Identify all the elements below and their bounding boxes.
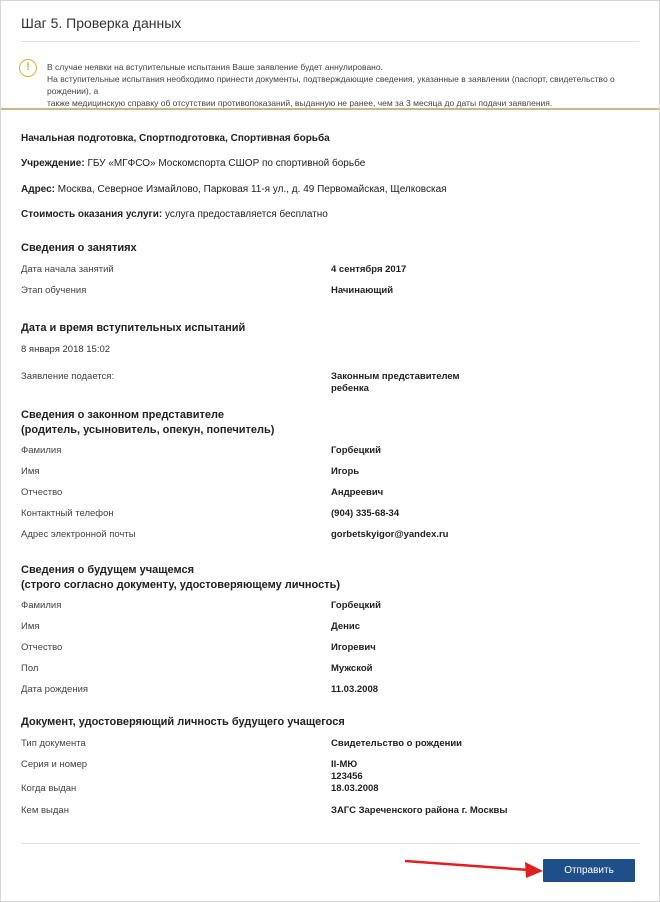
cost-label: Стоимость оказания услуги: [21,209,163,220]
red-arrow-icon [405,859,545,883]
institution-label: Учреждение: [21,158,85,169]
doc-issued-date-label: Когда выдан [21,783,77,794]
student-birth-value: 11.03.2008 [331,684,379,695]
start-date-label: Дата начала занятий [21,264,114,275]
rep-name-label: Имя [21,466,40,477]
stage-label: Этап обучения [21,285,87,296]
student-heading: Сведения о будущем учащемся (строго согласно документу, удостоверяющему личность) [21,564,341,591]
student-surname-value: Горбецкий [331,600,381,611]
bottom-divider [21,843,639,844]
student-name-value: Денис [331,621,361,632]
submitted-by-label: Заявление подается: [21,371,115,382]
student-surname-label: Фамилия [21,600,62,611]
submit-button[interactable]: Отправить [543,859,635,882]
student-birth-label: Дата рождения [21,684,89,695]
doc-series-label: Серия и номер [21,759,88,770]
exam-heading: Дата и время вступительных испытаний [21,322,246,334]
student-patronymic-label: Отчество [21,642,63,653]
institution-value: ГБУ «МГФСО» Москомспорта СШОР по спортивной борьбе [87,158,366,169]
rep-surname-label: Фамилия [21,445,62,456]
classes-heading: Сведения о занятиях [21,242,137,254]
rep-surname-value: Горбецкий [331,445,381,456]
cost-value: услуга предоставляется бесплатно [164,209,328,220]
address-line [21,184,447,195]
page-title: Шаг 5. Проверка данных [21,15,182,31]
document-heading: Документ, удостоверяющий личность будущего учащегося [21,716,345,728]
doc-type-value: Свидетельство о рождении [331,738,463,749]
rep-patronymic-label: Отчество [21,487,63,498]
address-value: Москва, Северное Измайлово, Парковая 11-я ул., д. 49 Первомайская, Щелковская [57,184,447,195]
address-label: Адрес: [21,184,55,195]
warning-icon: ! [19,59,37,77]
cost-line [21,209,328,220]
doc-series-value: II-МЮ 123456 18.03.2008 [331,759,379,794]
rep-phone-value: (904) 335-68-34 [331,508,400,519]
student-patronymic-value: Игоревич [331,642,376,653]
rep-phone-label: Контактный телефон [21,508,114,519]
rep-email-label: Адрес электронной почты [21,529,136,540]
notice-line-2: На вступительные испытания необходимо принести документы, подтверждающие сведения, указанные в заявлении (паспорт, свидетельство о рождении), а [47,74,615,96]
doc-type-label: Тип документа [21,738,86,749]
notice-line-3: также медицинскую справку об отсутствии противопоказаний, выданную не ранее, чем за 3 месяца до даты подачи заявления. [47,98,553,108]
doc-issued-by-label: Кем выдан [21,805,69,816]
notice-box [1,42,659,110]
exam-datetime: 8 января 2018 15:02 [21,344,111,355]
representative-heading: Сведения о законном представителе (родитель, усыновитель, опекун, попечитель) [21,409,275,436]
rep-email-value: gorbetskyigor@yandex.ru [331,529,449,540]
program-name: Начальная подготовка, Спортподготовка, Спортивная борьба [21,133,330,144]
institution-line [21,158,365,169]
notice-text [47,61,647,109]
notice-line-1: В случае неявки на вступительные испытания Ваше заявление будет аннулировано. [47,62,383,72]
student-gender-label: Пол [21,663,39,674]
student-name-label: Имя [21,621,40,632]
rep-patronymic-value: Андреевич [331,487,384,498]
start-date-value: 4 сентября 2017 [331,264,407,275]
student-gender-value: Мужской [331,663,373,674]
rep-name-value: Игорь [331,466,360,477]
stage-value: Начинающий [331,285,394,296]
doc-issued-by-value: ЗАГС Зареченского района г. Москвы [331,805,508,816]
submitted-by-value: Законным представителем ребенка [331,371,460,394]
